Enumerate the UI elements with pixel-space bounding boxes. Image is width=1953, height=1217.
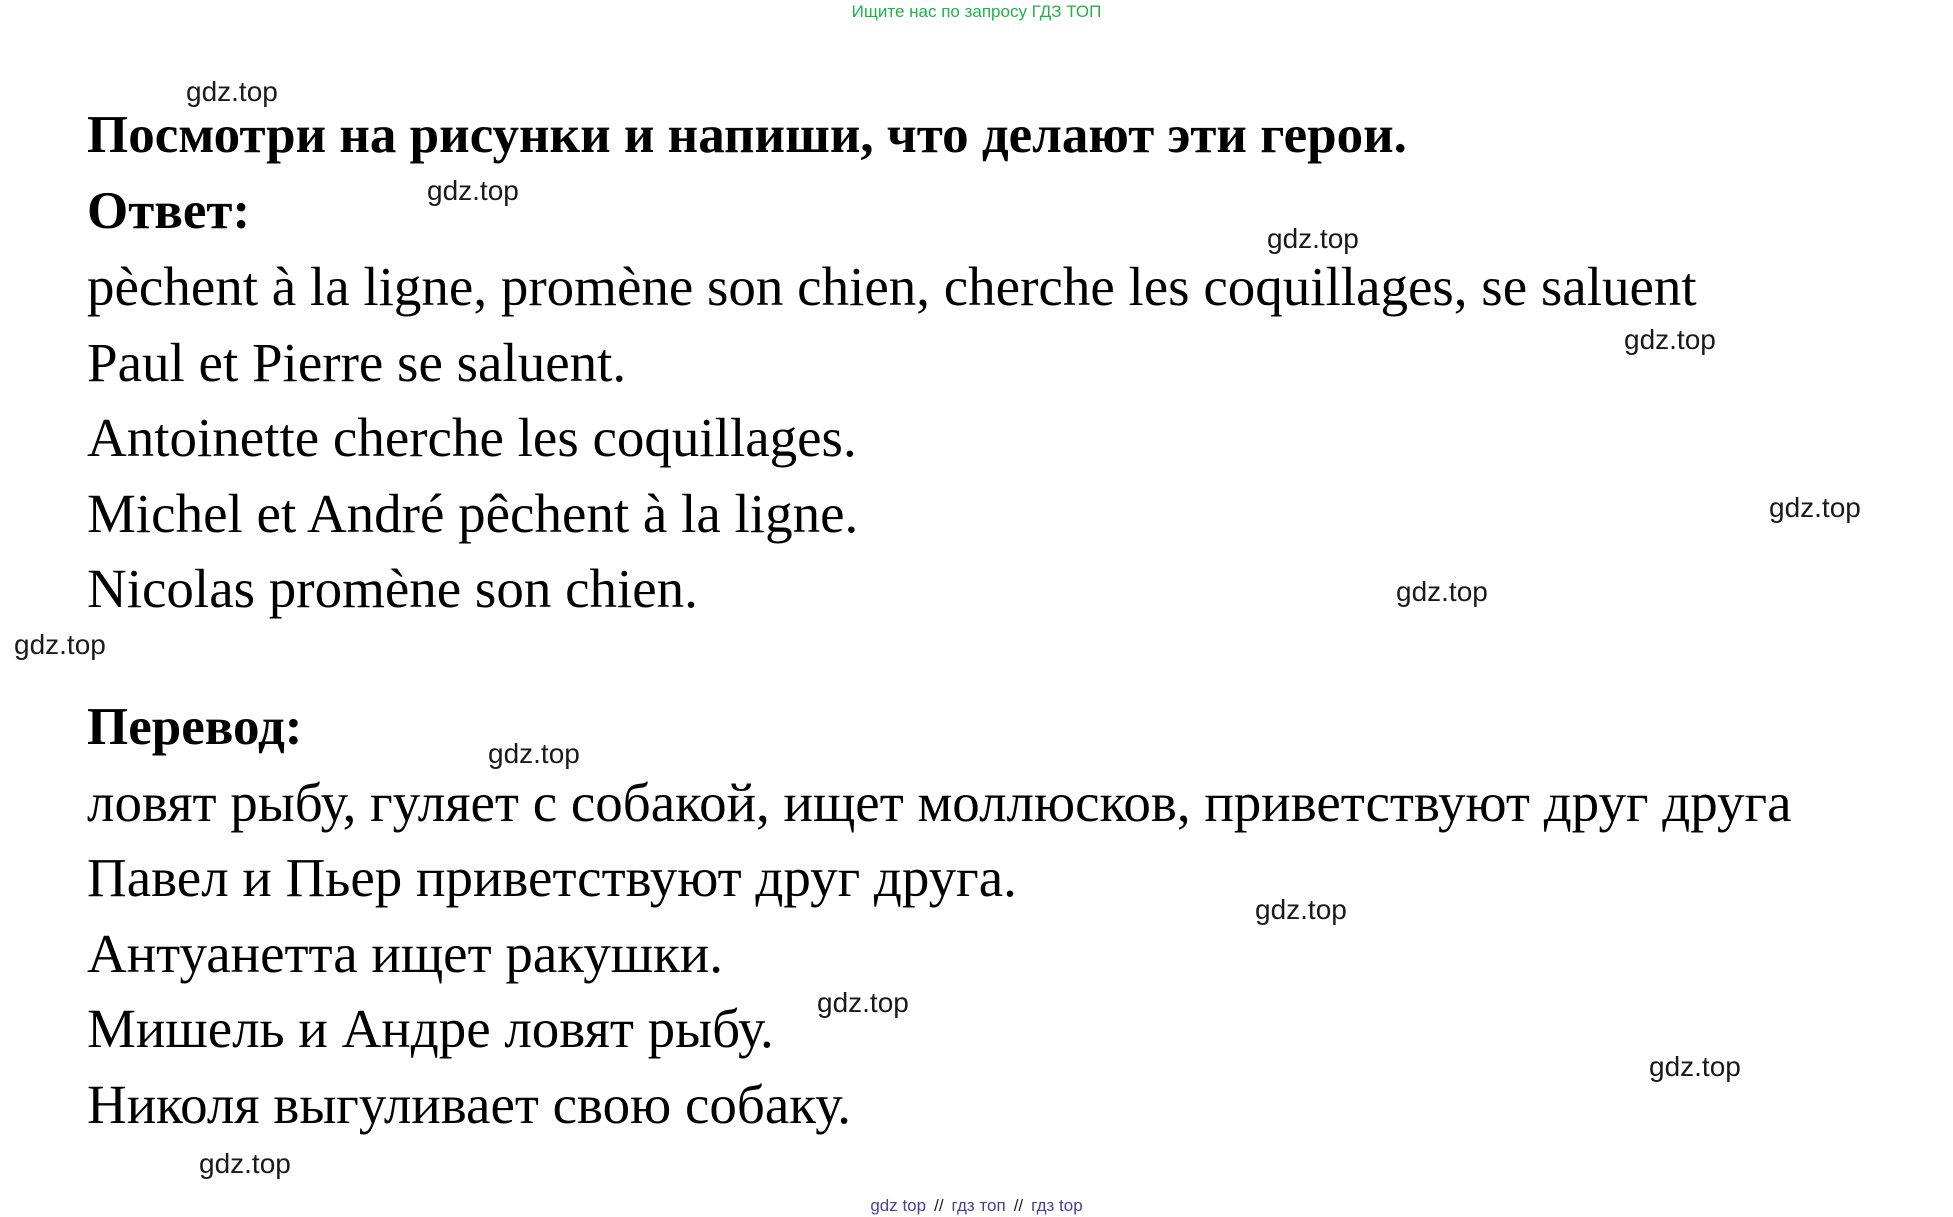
watermark: gdz.top bbox=[1624, 324, 1716, 355]
footer-separator: // bbox=[1013, 1196, 1024, 1215]
watermark: gdz.top bbox=[14, 629, 106, 660]
answer-line: Paul et Pierre se saluent. bbox=[87, 331, 627, 393]
translation-line: Павел и Пьер приветствуют друг друга. bbox=[87, 847, 1017, 908]
footer-link[interactable]: гдз top bbox=[1031, 1196, 1083, 1215]
top-banner: Ищите нас по запросу ГДЗ ТОП bbox=[851, 2, 1102, 21]
answer-line: Antoinette cherche les coquillages. bbox=[87, 407, 857, 468]
watermark: gdz.top bbox=[1769, 492, 1861, 523]
watermark: gdz.top bbox=[817, 987, 909, 1018]
translation-line: Мишель и Андре ловят рыбу. bbox=[87, 998, 774, 1059]
watermark: gdz.top bbox=[1649, 1051, 1741, 1082]
translation-heading: Перевод: bbox=[87, 697, 303, 756]
watermark: gdz.top bbox=[1255, 894, 1347, 925]
answer-line: pèchent à la ligne, promène son chien, cherche les coquillages, se saluent bbox=[87, 256, 1697, 317]
footer-link[interactable]: gdz top bbox=[870, 1196, 927, 1215]
translation-line: Николя выгуливает свою собаку. bbox=[87, 1073, 851, 1135]
answer-line: Michel et André pêchent à la ligne. bbox=[87, 482, 859, 544]
watermark: gdz.top bbox=[199, 1148, 291, 1179]
section-spacer bbox=[87, 627, 1937, 689]
watermark: gdz.top bbox=[1267, 223, 1359, 254]
answer-heading: Ответ: bbox=[87, 182, 251, 240]
watermark: gdz.top bbox=[488, 738, 580, 769]
watermark: gdz.top bbox=[186, 76, 278, 107]
footer-separator: // bbox=[934, 1196, 944, 1215]
document-body bbox=[87, 97, 1937, 1142]
translation-line: Антуанетта ищет ракушки. bbox=[87, 922, 723, 984]
answer-line: Nicolas promène son chien. bbox=[87, 558, 698, 619]
watermark: gdz.top bbox=[1396, 576, 1488, 607]
translation-line: ловят рыбу, гуляет с собакой, ищет моллюсков, приветствуют друг друга bbox=[87, 771, 1792, 833]
footer bbox=[0, 1196, 1953, 1216]
footer-link[interactable]: гдз топ bbox=[951, 1196, 1006, 1215]
task-title: Посмотри на рисунки и напиши, что делают эти герои. bbox=[87, 106, 1407, 164]
watermark: gdz.top bbox=[427, 175, 519, 206]
